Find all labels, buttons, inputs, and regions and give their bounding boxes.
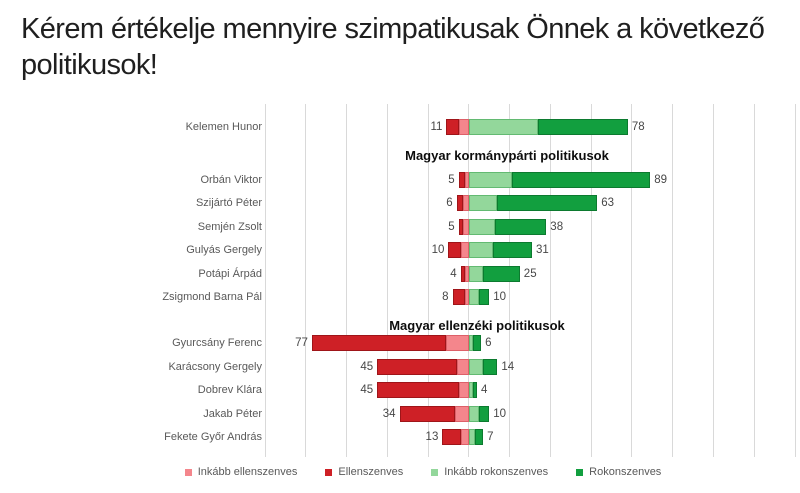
pos-value-label: 6: [485, 337, 492, 349]
bar-segment-rokonszenves: [538, 119, 628, 135]
bar-segment-ellenszenves: [442, 429, 460, 445]
neg-value-label: 5: [448, 220, 455, 233]
legend-swatch: [185, 469, 192, 476]
legend-label: Ellenszenves: [338, 466, 404, 478]
row-label: Karácsony Gergely: [168, 360, 262, 373]
bar-segment-inkabb-rokonszenves: [469, 359, 483, 375]
neg-value-label: 13: [425, 431, 439, 443]
bar-segment-rokonszenves: [495, 219, 546, 235]
row-label: Jakab Péter: [203, 407, 262, 420]
bar-segment-rokonszenves: [493, 242, 532, 258]
bar-segment-inkabb-ellenszenves: [455, 406, 469, 422]
bar-segment-ellenszenves: [312, 335, 447, 351]
neg-value-label: 11: [430, 121, 443, 133]
pos-value-label: 4: [481, 384, 488, 396]
pos-value-label: 7: [487, 431, 494, 443]
bar-segment-rokonszenves: [497, 195, 597, 211]
bar-segment-inkabb-rokonszenves: [469, 289, 479, 305]
pos-value-label: 78: [631, 121, 645, 133]
bar-segment-ellenszenves: [377, 382, 459, 398]
bar-segment-ellenszenves: [453, 289, 465, 305]
gridline: [305, 104, 306, 457]
bar-segment-inkabb-ellenszenves: [459, 382, 469, 398]
bar-segment-inkabb-ellenszenves: [457, 359, 469, 375]
bar-segment-inkabb-ellenszenves: [461, 429, 469, 445]
bar-segment-inkabb-rokonszenves: [469, 219, 496, 235]
legend-item: [576, 466, 661, 478]
legend-label: Inkább rokonszenves: [444, 466, 549, 478]
pos-value-label: 10: [493, 407, 507, 420]
neg-value-label: 45: [360, 360, 374, 373]
section-header: Magyar kormánypárti politikusok: [405, 148, 609, 163]
row-label: Zsigmond Barna Pál: [162, 291, 262, 303]
gridline: [795, 104, 796, 457]
legend-swatch: [325, 469, 332, 476]
neg-value-label: 10: [431, 244, 445, 256]
bar-segment-inkabb-rokonszenves: [469, 195, 498, 211]
neg-value-label: 45: [360, 384, 374, 396]
chart-title: Kérem értékelje mennyire szimpatikusak Önnek a következő politikusok!: [21, 13, 765, 81]
neg-value-label: 5: [448, 173, 455, 186]
neg-value-label: 77: [295, 337, 308, 349]
legend-label: Inkább ellenszenves: [197, 466, 298, 478]
legend-item: [325, 466, 403, 478]
pos-value-label: 10: [493, 291, 507, 303]
bar-segment-rokonszenves: [483, 266, 520, 282]
legend-item: [185, 466, 298, 478]
row-label: Kelemen Hunor: [185, 121, 262, 133]
row-label: Gyurcsány Ferenc: [172, 337, 262, 349]
gridline: [265, 104, 266, 457]
pos-value-label: 25: [523, 267, 537, 280]
bar-segment-ellenszenves: [446, 119, 458, 135]
row-label: Potápi Árpád: [198, 267, 262, 280]
row-label: Semjén Zsolt: [197, 220, 262, 233]
bar-segment-inkabb-rokonszenves: [469, 172, 512, 188]
bar-segment-rokonszenves: [479, 406, 489, 422]
gridline: [713, 104, 714, 457]
row-label: Dobrev Klára: [197, 384, 262, 396]
neg-value-label: 34: [382, 407, 396, 420]
pos-value-label: 89: [654, 173, 668, 186]
legend-swatch: [576, 469, 583, 476]
bar-segment-inkabb-rokonszenves: [469, 406, 479, 422]
legend-item: [431, 466, 548, 478]
row-label: Gulyás Gergely: [186, 244, 262, 256]
pos-value-label: 63: [601, 197, 615, 209]
bar-segment-inkabb-ellenszenves: [461, 242, 469, 258]
section-header: Magyar ellenzéki politikusok: [389, 318, 565, 333]
bar-segment-inkabb-ellenszenves: [459, 119, 469, 135]
row-label: Fekete Győr András: [164, 431, 262, 443]
bar-segment-inkabb-rokonszenves: [469, 119, 538, 135]
legend-label: Rokonszenves: [589, 466, 662, 478]
bar-segment-inkabb-ellenszenves: [446, 335, 468, 351]
bar-segment-inkabb-rokonszenves: [469, 242, 493, 258]
bar-segment-rokonszenves: [512, 172, 651, 188]
legend-swatch: [431, 469, 438, 476]
pos-value-label: 31: [536, 244, 549, 256]
neg-value-label: 6: [446, 197, 453, 209]
bar-segment-rokonszenves: [483, 359, 497, 375]
neg-value-label: 4: [450, 267, 457, 280]
bar-segment-rokonszenves: [473, 335, 481, 351]
legend: [46, 466, 800, 478]
pos-value-label: 38: [550, 220, 564, 233]
bar-segment-rokonszenves: [473, 382, 477, 398]
gridline: [754, 104, 755, 457]
bar-segment-ellenszenves: [377, 359, 457, 375]
neg-value-label: 8: [442, 291, 449, 303]
bar-segment-ellenszenves: [448, 242, 460, 258]
bar-segment-rokonszenves: [479, 289, 489, 305]
bar-segment-ellenszenves: [400, 406, 455, 422]
bar-segment-inkabb-rokonszenves: [469, 266, 483, 282]
bar-segment-rokonszenves: [475, 429, 483, 445]
row-label: Orbán Viktor: [200, 173, 262, 186]
pos-value-label: 14: [501, 360, 515, 373]
row-label: Szijártó Péter: [195, 197, 262, 209]
